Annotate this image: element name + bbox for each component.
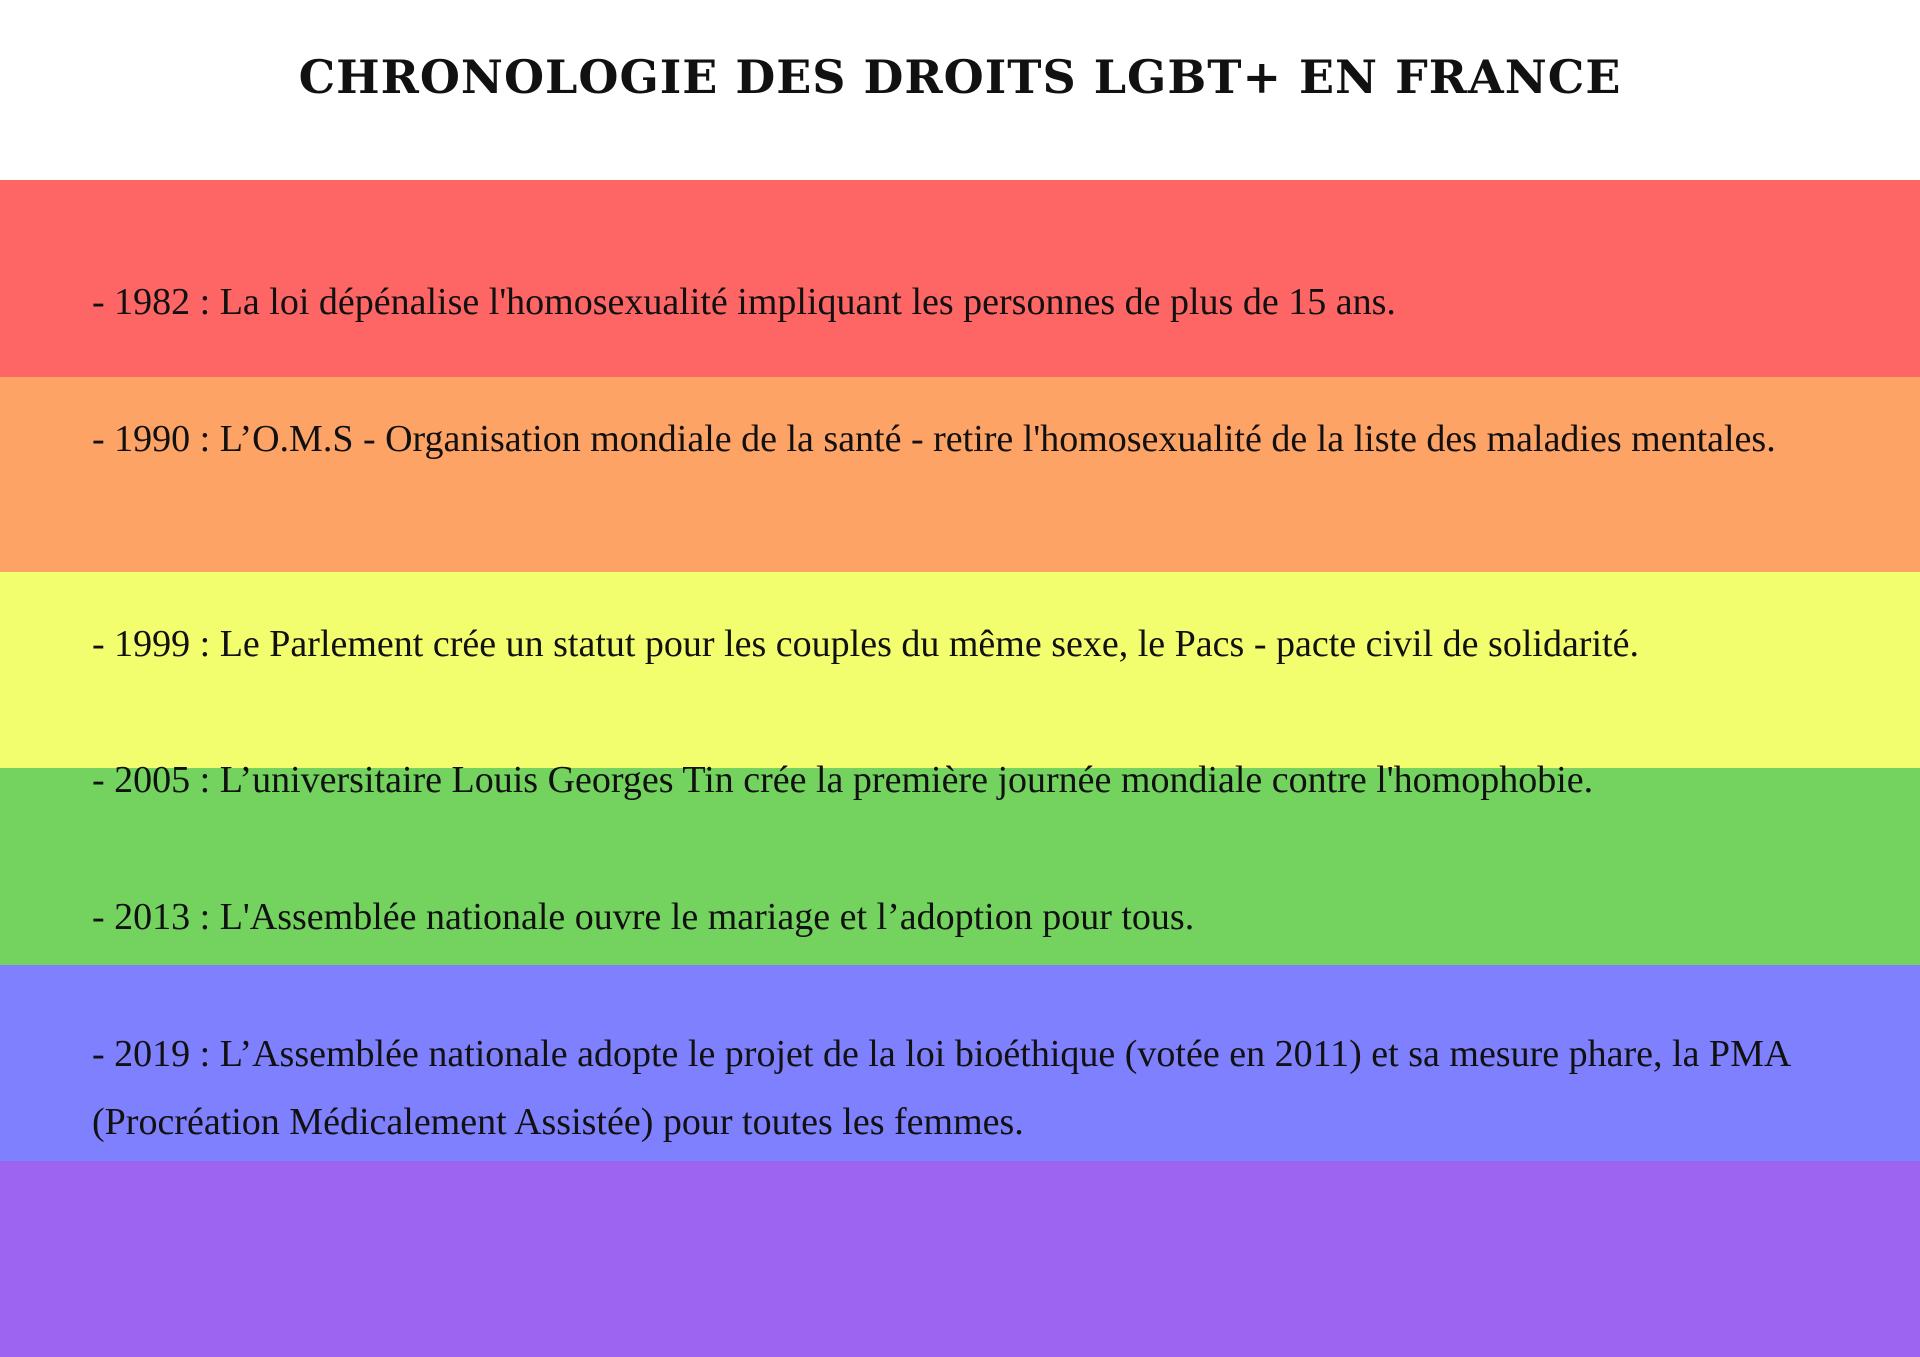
timeline-entry-1982: - 1982 : La loi dépénalise l'homosexualité impliquant les personnes de plus de 15 ans. [92,281,1396,323]
timeline-entry-2005: - 2005 : L’universitaire Louis Georges Tin crée la première journée mondiale contre l'homophobie. [92,759,1594,801]
timeline-entry-2019: - 2019 : L’Assemblée nationale adopte le projet de la loi bioéthique (votée en 2011) et sa mesure phare, la PMA (Procréation Médicalement Assistée) pour toutes les femmes. [92,1033,1790,1143]
header [0,0,1920,180]
timeline-entry-1990: - 1990 : L’O.M.S - Organisation mondiale de la santé - retire l'homosexualité de la liste des maladies mentales. [92,418,1776,460]
page-title: CHRONOLOGIE DES DROITS LGBT+ EN FRANCE [298,50,1622,104]
timeline-entry-1999: - 1999 : Le Parlement crée un statut pour les couples du même sexe, le Pacs - pacte civil de solidarité. [92,623,1639,665]
stripe-purple [0,1161,1920,1357]
timeline-entry-2013: - 2013 : L'Assemblée nationale ouvre le mariage et l’adoption pour tous. [92,896,1195,938]
